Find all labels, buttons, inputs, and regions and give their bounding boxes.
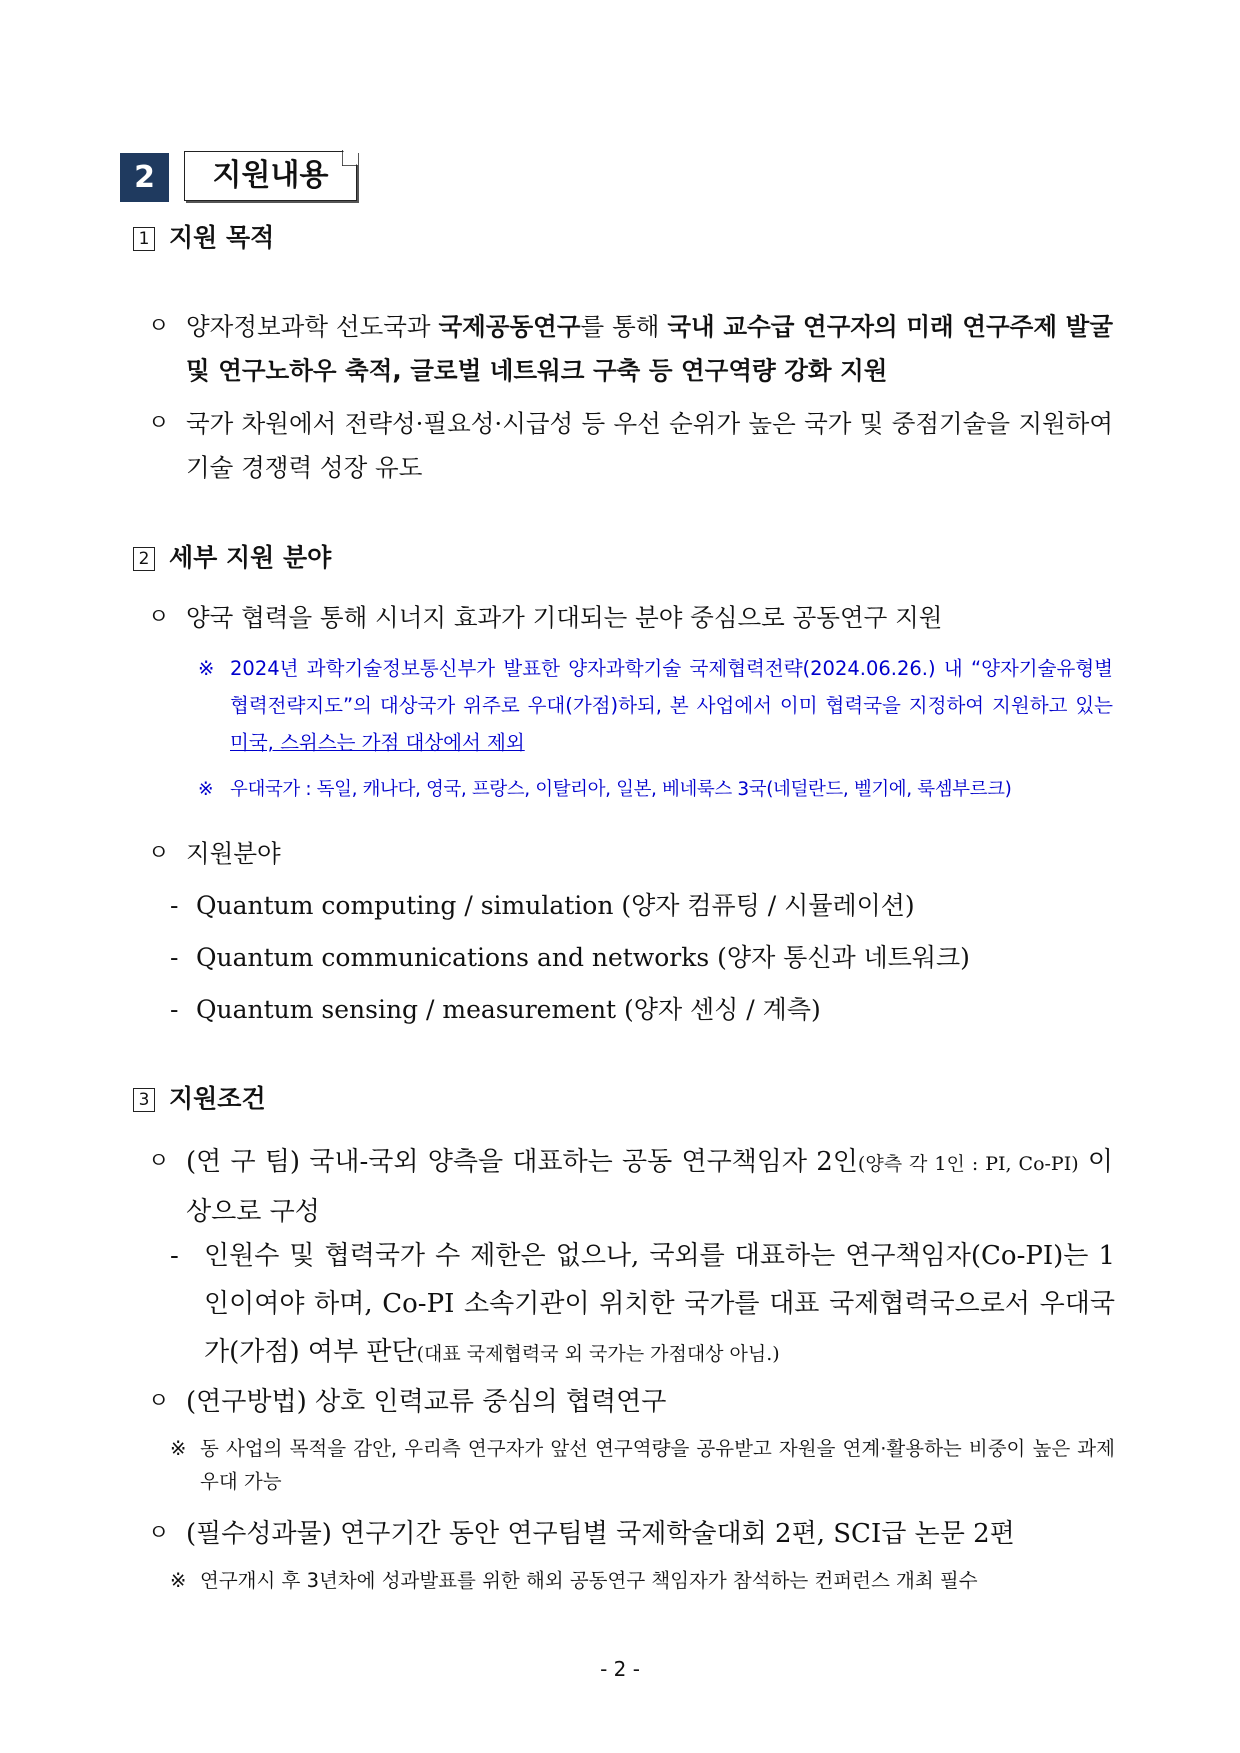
subsection-heading-purpose xyxy=(133,222,274,254)
purpose-bold-2: 국내 교수급 연구자의 미래 연구주제 발굴 및 연구노하우 축적, 글로벌 네트워크 구축 등 연구역량 강화 지원 xyxy=(186,312,1114,385)
area-item xyxy=(170,932,1115,984)
area-text: Quantum sensing / measurement (양자 센싱 / 계측) xyxy=(196,995,821,1024)
folded-corner-icon xyxy=(342,150,358,166)
bullet-marker: ㅇ xyxy=(148,1149,170,1174)
subsection-heading-text: 세부 지원 분야 xyxy=(169,543,332,572)
conditions-team xyxy=(148,1138,1113,1236)
team-small-text: (양측 각 1인 : PI, Co-PI) xyxy=(857,1153,1079,1175)
fields-note-2-text: 우대국가 : 독일, 캐나다, 영국, 프랑스, 이탈리아, 일본, 베네룩스 3국(네덜란드, 벨기에, 룩셈부르크) xyxy=(230,779,1012,800)
section-title-text: 지원내용 xyxy=(212,158,329,193)
purpose-item-2 xyxy=(148,402,1113,490)
purpose-text-pre: 양자정보과학 선도국과 xyxy=(186,312,439,341)
fields-item-2-text: 지원분야 xyxy=(186,839,281,868)
dash-marker: - xyxy=(170,891,179,920)
method-note xyxy=(170,1432,1115,1498)
subsection-heading-text: 지원조건 xyxy=(169,1084,266,1113)
subsection-heading-conditions xyxy=(133,1083,266,1115)
area-item xyxy=(170,984,1115,1036)
subsection-number: 2 xyxy=(133,547,155,571)
note-marker: ※ xyxy=(170,1437,187,1460)
note-marker: ※ xyxy=(198,657,215,680)
team-tail-text: 이상으로 구성 xyxy=(186,1147,1113,1227)
purpose-item-2-text: 국가 차원에서 전략성·필요성·시급성 등 우선 순위가 높은 국가 및 중점기술을 지원하여 기술 경쟁력 성장 유도 xyxy=(186,409,1113,482)
page-number: - 2 - xyxy=(600,1657,640,1681)
fields-item-1 xyxy=(148,596,1113,640)
team-detail-small: (대표 국제협력국 외 국가는 가점대상 아님.) xyxy=(416,1343,780,1365)
purpose-text-mid: 를 통해 xyxy=(580,312,668,341)
conditions-output xyxy=(148,1512,1113,1556)
bullet-marker: ㅇ xyxy=(148,605,170,630)
subsection-number: 3 xyxy=(133,1088,155,1112)
bullet-marker: ㅇ xyxy=(148,411,170,436)
purpose-item-1 xyxy=(148,305,1113,393)
fields-note-1-text: 2024년 과학기술정보통신부가 발표한 양자과학기술 국제협력전략(2024.06.26.) 내 “양자기술유형별 협력전략지도”의 대상국가 위주로 우대(가점)하되, 본 사업에서 이미 협력국을 지정하여 지원하고 있는 xyxy=(230,657,1113,717)
area-item xyxy=(170,880,1115,932)
fields-item-2 xyxy=(148,832,1113,876)
team-text: (연 구 팀) 국내-국외 양측을 대표하는 공동 연구책임자 2인 xyxy=(186,1147,858,1177)
dash-marker: - xyxy=(170,1241,179,1271)
subsection-number: 1 xyxy=(133,227,155,251)
method-note-text: 동 사업의 목적을 감안, 우리측 연구자가 앞선 연구역량을 공유받고 자원을 연계·활용하는 비중이 높은 과제 우대 가능 xyxy=(200,1437,1115,1493)
note-marker: ※ xyxy=(198,779,214,800)
fields-item-1-text: 양국 협력을 통해 시너지 효과가 기대되는 분야 중심으로 공동연구 지원 xyxy=(186,603,943,632)
fields-note-1 xyxy=(198,650,1113,761)
area-text: Quantum computing / simulation (양자 컴퓨팅 / 시뮬레이션) xyxy=(196,891,915,920)
fields-note-2 xyxy=(198,771,1113,808)
team-detail-text: 인원수 및 협력국가 수 제한은 없으나, 국외를 대표하는 연구책임자(Co-PI)는 1인이여야 하며, Co-PI 소속기관이 위치한 국가를 대표 국제협력국으로서 우대국가(가점) 여부 판단 xyxy=(204,1241,1115,1367)
output-note-text: 연구개시 후 3년차에 성과발표를 위한 해외 공동연구 책임자가 참석하는 컨퍼런스 개최 필수 xyxy=(200,1569,978,1592)
subsection-heading-fields xyxy=(133,542,331,574)
bullet-marker: ㅇ xyxy=(148,1389,170,1414)
section-number-badge: 2 xyxy=(120,153,169,202)
output-text: (필수성과물) 연구기간 동안 연구팀별 국제학술대회 2편, SCI급 논문 2편 xyxy=(186,1519,1015,1549)
bullet-marker: ㅇ xyxy=(148,314,170,339)
note-marker: ※ xyxy=(170,1569,187,1592)
area-text: Quantum communications and networks (양자 통신과 네트워크) xyxy=(196,943,970,972)
conditions-method xyxy=(148,1380,1113,1424)
dash-marker: - xyxy=(170,995,179,1024)
fields-note-1-underlined: 미국, 스위스는 가점 대상에서 제외 xyxy=(230,731,525,754)
output-note xyxy=(170,1564,1115,1597)
purpose-bold-1: 국제공동연구 xyxy=(438,312,581,341)
section-title xyxy=(184,151,357,201)
subsection-heading-text: 지원 목적 xyxy=(169,223,275,252)
method-text: (연구방법) 상호 인력교류 중심의 협력연구 xyxy=(186,1387,667,1417)
bullet-marker: ㅇ xyxy=(148,841,170,866)
bullet-marker: ㅇ xyxy=(148,1521,170,1546)
conditions-team-detail xyxy=(170,1232,1115,1378)
dash-marker: - xyxy=(170,943,179,972)
